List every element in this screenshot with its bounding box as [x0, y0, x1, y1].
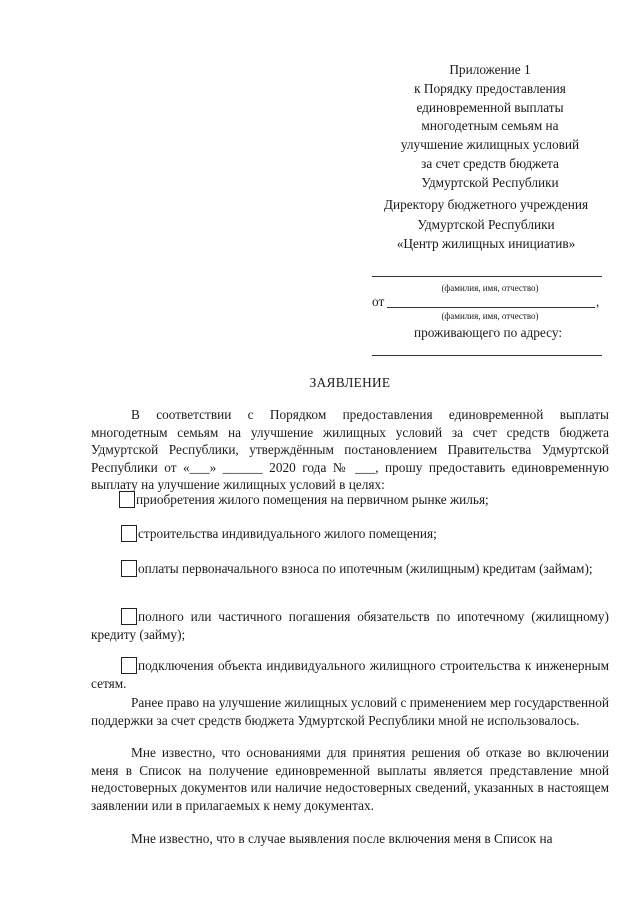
appendix-header [370, 61, 610, 193]
fio-caption: (фамилия, имя, отчество) [441, 311, 539, 321]
addressee-line: «Центр жилищных инициатив» [396, 236, 576, 251]
applicant-name-line[interactable] [387, 307, 595, 308]
addressee-block [366, 195, 606, 254]
appendix-line: к Порядку предоставления [414, 80, 566, 96]
option-checkbox[interactable] [121, 657, 137, 674]
paragraph: Мне известно, что основаниями для принятия решения об отказе во включении меня в Список на получение единовременной выплаты является представление мной недостоверных документов или наличие недостоверных сведений, указанных в настоящем заявлении или в прилагаемых к нему документах. [91, 745, 609, 813]
fio-caption: (фамилия, имя, отчество) [441, 283, 539, 293]
address-line[interactable] [372, 355, 602, 356]
option-checkbox[interactable] [121, 608, 137, 625]
option-label: полного или частичного погашения обязательств по ипотечному (жилищному) кредиту (займу); [91, 609, 609, 642]
addressee-line: Директору бюджетного учреждения [383, 197, 589, 212]
from-label: от [372, 294, 385, 309]
appendix-line: улучшение жилищных условий [400, 137, 580, 153]
addressee-line: Удмуртской Республики [417, 216, 555, 232]
option-item [91, 608, 609, 643]
option-item [91, 525, 609, 543]
appendix-line: за счет средств бюджета [421, 155, 559, 171]
appendix-line: единовременной выплаты [416, 99, 564, 115]
document-title: ЗАЯВЛЕНИЕ [309, 375, 391, 390]
option-label: подключения объекта индивидуального жилищного строительства к инженерным сетям. [91, 658, 609, 691]
option-label: оплаты первоначального взноса по ипотечным (жилищным) кредитам (займам); [138, 561, 593, 576]
option-label: приобретения жилого помещения на первичном рынке жилья; [136, 492, 489, 507]
comma-mark: , [596, 294, 600, 309]
option-item [91, 491, 609, 509]
appendix-line: многодетным семьям на [421, 118, 559, 134]
option-checkbox[interactable] [119, 491, 135, 508]
appendix-line: Удмуртской Республики [421, 174, 559, 190]
option-item [91, 657, 609, 692]
residing-label: проживающего по адресу: [413, 325, 563, 340]
option-item [91, 560, 609, 578]
option-checkbox[interactable] [121, 525, 137, 542]
intro-paragraph: В соответствии с Порядком предоставления единовременной выплаты многодетным семьям на улучшение жилищных условий за счет средств бюджета Удмуртской Республики, утверждённым постановлением Правительства Удмуртской Республики от «___» ______ 2020 года № ___, прошу предоставить единовременную выплату на улучшение жилищных условий в целях: [91, 407, 609, 492]
paragraph: Ранее право на улучшение жилищных условий с применением мер государственной поддержки за счет средств бюджета Удмуртской Республики мной не использовалось. [91, 695, 609, 728]
addressee-name-line[interactable] [372, 276, 602, 277]
option-checkbox[interactable] [121, 560, 137, 577]
paragraph: Мне известно, что в случае выявления после включения меня в Список на [131, 831, 553, 846]
option-label: строительства индивидуального жилого помещения; [138, 526, 437, 541]
appendix-line: Приложение 1 [449, 62, 531, 77]
